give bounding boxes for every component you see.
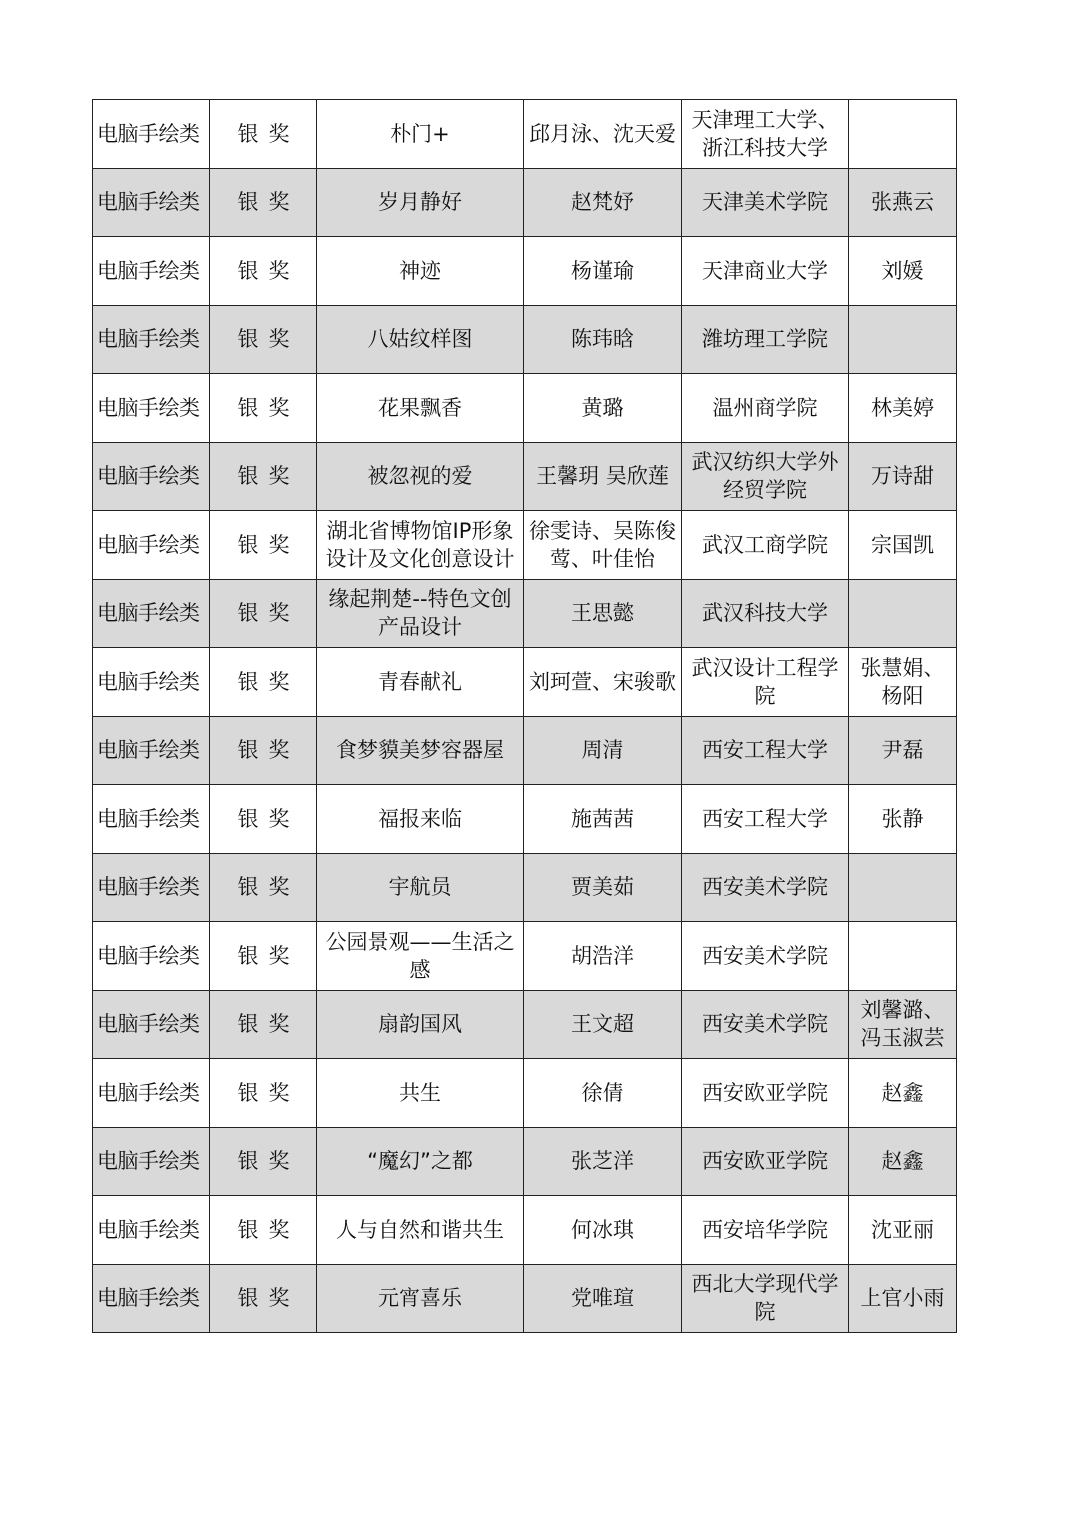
school-cell: 西安美术学院 [682, 990, 849, 1059]
table-row [93, 168, 957, 237]
table-row [93, 237, 957, 306]
author-cell: 贾美茹 [524, 853, 682, 922]
advisor-cell [849, 922, 957, 991]
category-cell: 电脑手绘类 [93, 374, 210, 443]
author-cell: 王馨玥 吴欣莲 [524, 442, 682, 511]
work-title-cell: 被忽视的爱 [317, 442, 524, 511]
award-cell: 银奖 [210, 168, 317, 237]
work-title-cell: 宇航员 [317, 853, 524, 922]
advisor-cell: 张慧娟、杨阳 [849, 648, 957, 717]
work-title-cell: 元宵喜乐 [317, 1264, 524, 1333]
school-cell: 西安培华学院 [682, 1196, 849, 1265]
table-row [93, 922, 957, 991]
work-title-cell: 食梦貘美梦容器屋 [317, 716, 524, 785]
author-cell: 邱月泳、沈天爱 [524, 100, 682, 169]
award-cell: 银奖 [210, 511, 317, 580]
category-cell: 电脑手绘类 [93, 1059, 210, 1128]
table-row [93, 374, 957, 443]
advisor-cell: 张燕云 [849, 168, 957, 237]
school-cell: 武汉科技大学 [682, 579, 849, 648]
school-cell: 潍坊理工学院 [682, 305, 849, 374]
category-cell: 电脑手绘类 [93, 100, 210, 169]
table-row [93, 785, 957, 854]
advisor-cell: 万诗甜 [849, 442, 957, 511]
school-cell: 西安美术学院 [682, 853, 849, 922]
work-title-cell: 朴门+ [317, 100, 524, 169]
award-cell: 银奖 [210, 374, 317, 443]
award-cell: 银奖 [210, 1264, 317, 1333]
work-title-cell: 人与自然和谐共生 [317, 1196, 524, 1265]
advisor-cell [849, 579, 957, 648]
table-row [93, 579, 957, 648]
advisor-cell: 尹磊 [849, 716, 957, 785]
school-cell: 西安工程大学 [682, 785, 849, 854]
author-cell: 胡浩洋 [524, 922, 682, 991]
author-cell: 施茜茜 [524, 785, 682, 854]
category-cell: 电脑手绘类 [93, 511, 210, 580]
award-cell: 银奖 [210, 785, 317, 854]
school-cell: 天津理工大学、浙江科技大学 [682, 100, 849, 169]
work-title-cell: “魔幻”之都 [317, 1127, 524, 1196]
work-title-cell: 湖北省博物馆IP形象设计及文化创意设计 [317, 511, 524, 580]
work-title-cell: 共生 [317, 1059, 524, 1128]
school-cell: 武汉纺织大学外经贸学院 [682, 442, 849, 511]
author-cell: 王思懿 [524, 579, 682, 648]
advisor-cell: 林美婷 [849, 374, 957, 443]
award-cell: 银奖 [210, 990, 317, 1059]
category-cell: 电脑手绘类 [93, 922, 210, 991]
category-cell: 电脑手绘类 [93, 579, 210, 648]
table-row [93, 990, 957, 1059]
table-row [93, 716, 957, 785]
school-cell: 西安欧亚学院 [682, 1127, 849, 1196]
table-row [93, 100, 957, 169]
work-title-cell: 青春献礼 [317, 648, 524, 717]
table-row [93, 1127, 957, 1196]
category-cell: 电脑手绘类 [93, 1196, 210, 1265]
table-row [93, 305, 957, 374]
award-cell: 银奖 [210, 1196, 317, 1265]
award-cell: 银奖 [210, 853, 317, 922]
author-cell: 党唯瑄 [524, 1264, 682, 1333]
award-cell: 银奖 [210, 716, 317, 785]
author-cell: 周清 [524, 716, 682, 785]
category-cell: 电脑手绘类 [93, 785, 210, 854]
award-cell: 银奖 [210, 1059, 317, 1128]
work-title-cell: 扇韵国风 [317, 990, 524, 1059]
award-cell: 银奖 [210, 237, 317, 306]
category-cell: 电脑手绘类 [93, 990, 210, 1059]
author-cell: 刘珂萱、宋骏歌 [524, 648, 682, 717]
advisor-cell: 沈亚丽 [849, 1196, 957, 1265]
category-cell: 电脑手绘类 [93, 1264, 210, 1333]
author-cell: 杨谨瑜 [524, 237, 682, 306]
category-cell: 电脑手绘类 [93, 305, 210, 374]
advisor-cell: 刘馨潞、冯玉淑芸 [849, 990, 957, 1059]
author-cell: 何冰琪 [524, 1196, 682, 1265]
category-cell: 电脑手绘类 [93, 853, 210, 922]
work-title-cell: 八姑纹样图 [317, 305, 524, 374]
school-cell: 西安美术学院 [682, 922, 849, 991]
award-cell: 银奖 [210, 442, 317, 511]
work-title-cell: 公园景观——生活之感 [317, 922, 524, 991]
category-cell: 电脑手绘类 [93, 442, 210, 511]
award-cell: 银奖 [210, 1127, 317, 1196]
school-cell: 天津商业大学 [682, 237, 849, 306]
table-row [93, 1264, 957, 1333]
author-cell: 黄璐 [524, 374, 682, 443]
table-row [93, 853, 957, 922]
category-cell: 电脑手绘类 [93, 237, 210, 306]
author-cell: 张芝洋 [524, 1127, 682, 1196]
advisor-cell [849, 853, 957, 922]
award-cell: 银奖 [210, 922, 317, 991]
award-cell: 银奖 [210, 305, 317, 374]
advisor-cell: 上官小雨 [849, 1264, 957, 1333]
school-cell: 武汉工商学院 [682, 511, 849, 580]
award-cell: 银奖 [210, 100, 317, 169]
award-table-body [93, 100, 957, 1333]
table-row [93, 511, 957, 580]
work-title-cell: 岁月静好 [317, 168, 524, 237]
author-cell: 陈玮晗 [524, 305, 682, 374]
author-cell: 徐雯诗、吴陈俊莺、叶佳怡 [524, 511, 682, 580]
work-title-cell: 缘起荆楚--特色文创产品设计 [317, 579, 524, 648]
award-table [92, 99, 957, 1333]
category-cell: 电脑手绘类 [93, 716, 210, 785]
table-row [93, 442, 957, 511]
advisor-cell: 赵鑫 [849, 1127, 957, 1196]
advisor-cell [849, 305, 957, 374]
school-cell: 温州商学院 [682, 374, 849, 443]
table-row [93, 1059, 957, 1128]
table-row [93, 1196, 957, 1265]
work-title-cell: 花果飘香 [317, 374, 524, 443]
award-cell: 银奖 [210, 648, 317, 717]
author-cell: 徐倩 [524, 1059, 682, 1128]
school-cell: 天津美术学院 [682, 168, 849, 237]
school-cell: 武汉设计工程学院 [682, 648, 849, 717]
author-cell: 赵梵妤 [524, 168, 682, 237]
category-cell: 电脑手绘类 [93, 168, 210, 237]
award-cell: 银奖 [210, 579, 317, 648]
table-row [93, 648, 957, 717]
advisor-cell [849, 100, 957, 169]
category-cell: 电脑手绘类 [93, 1127, 210, 1196]
school-cell: 西安工程大学 [682, 716, 849, 785]
advisor-cell: 张静 [849, 785, 957, 854]
advisor-cell: 宗国凯 [849, 511, 957, 580]
advisor-cell: 赵鑫 [849, 1059, 957, 1128]
school-cell: 西安欧亚学院 [682, 1059, 849, 1128]
work-title-cell: 福报来临 [317, 785, 524, 854]
school-cell: 西北大学现代学院 [682, 1264, 849, 1333]
author-cell: 王文超 [524, 990, 682, 1059]
work-title-cell: 神迹 [317, 237, 524, 306]
advisor-cell: 刘媛 [849, 237, 957, 306]
category-cell: 电脑手绘类 [93, 648, 210, 717]
